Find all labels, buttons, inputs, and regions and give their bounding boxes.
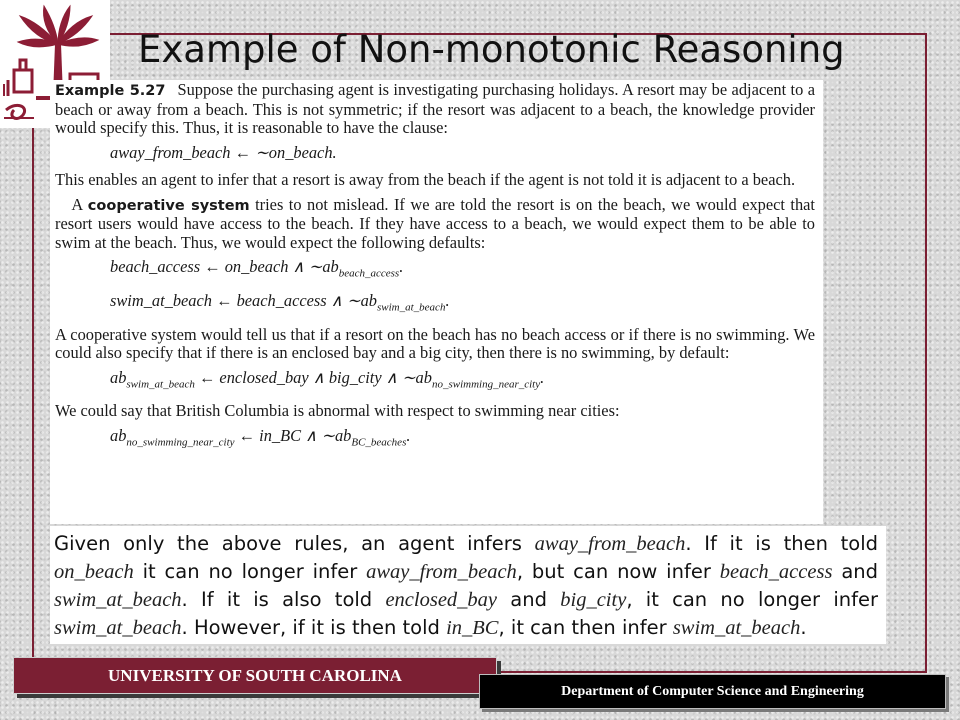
summary-paragraph: Given only the above rules, an agent infers away_from_beach. If it is then told on_beach it can no longer infer away_from_beach, but can now infer beach_access and swim_at_beach. If it is also told enclosed_bay and big_city, it can no longer infer swim_at_beach. However, if it is then told in_BC, it can then infer swim_at_beach. [54, 532, 879, 639]
department-name-banner: Department of Computer Science and Engineering [479, 674, 946, 709]
rule-british-columbia: $ab_{no\_swimming\_near\_city}$ ← in_BC ∧ $\sim ab_{BC\_beaches}$. [110, 425, 411, 449]
excerpt-paragraph: A cooperative system tries to not mislead. If we are told the resort is on the beach, we would expect that resort users would have access to the beach. If they have access to a beach, we would expect them to be able to swim at the beach. Thus, we would expect the following defaults: [55, 194, 815, 252]
rule-no-swimming: $ab_{swim\_at\_beach}$ ← enclosed_bay ∧ big_city ∧ $\sim ab_{no\_swimming\_near\_city}$. [110, 367, 545, 390]
example-label: Example 5.27 [55, 83, 166, 99]
excerpt-paragraph: Example 5.27 Suppose the purchasing agent is investigating purchasing holidays. A resort may be adjacent to a beach or away from a beach. This is not symmetric; if the resort was adjacent to a beach, the knowledge provider would specify this. Thus, it is reasonable to have the clause: [55, 80, 815, 137]
rule-away-from-beach: away_from_beach ← ∼on_beach. [110, 142, 337, 162]
excerpt-paragraph: We could say that British Columbia is abnormal with respect to swimming near cities: [55, 401, 620, 421]
slide-title: Example of Non-monotonic Reasoning [138, 28, 845, 71]
textbook-excerpt [50, 80, 823, 524]
inference-summary [50, 526, 886, 644]
rule-beach-access: beach_access ← on_beach ∧ $\sim ab_{beach\_access}$. [110, 257, 404, 280]
cooperative-system-term: cooperative system [87, 197, 250, 214]
excerpt-paragraph: This enables an agent to infer that a resort is away from the beach if the agent is not told it is adjacent to a beach. [55, 170, 796, 189]
excerpt-paragraph: A cooperative system would tell us that if a resort on the beach has no beach access or if there is no swimming. We could also specify that if there is an enclosed bay and a big city, then there is no swimming, by default: [55, 324, 815, 363]
rule-swim-at-beach: swim_at_beach ← beach_access ∧ $\sim ab_{swim\_at\_beach}$. [110, 290, 450, 314]
university-name-banner: UNIVERSITY OF SOUTH CAROLINA [13, 657, 497, 694]
